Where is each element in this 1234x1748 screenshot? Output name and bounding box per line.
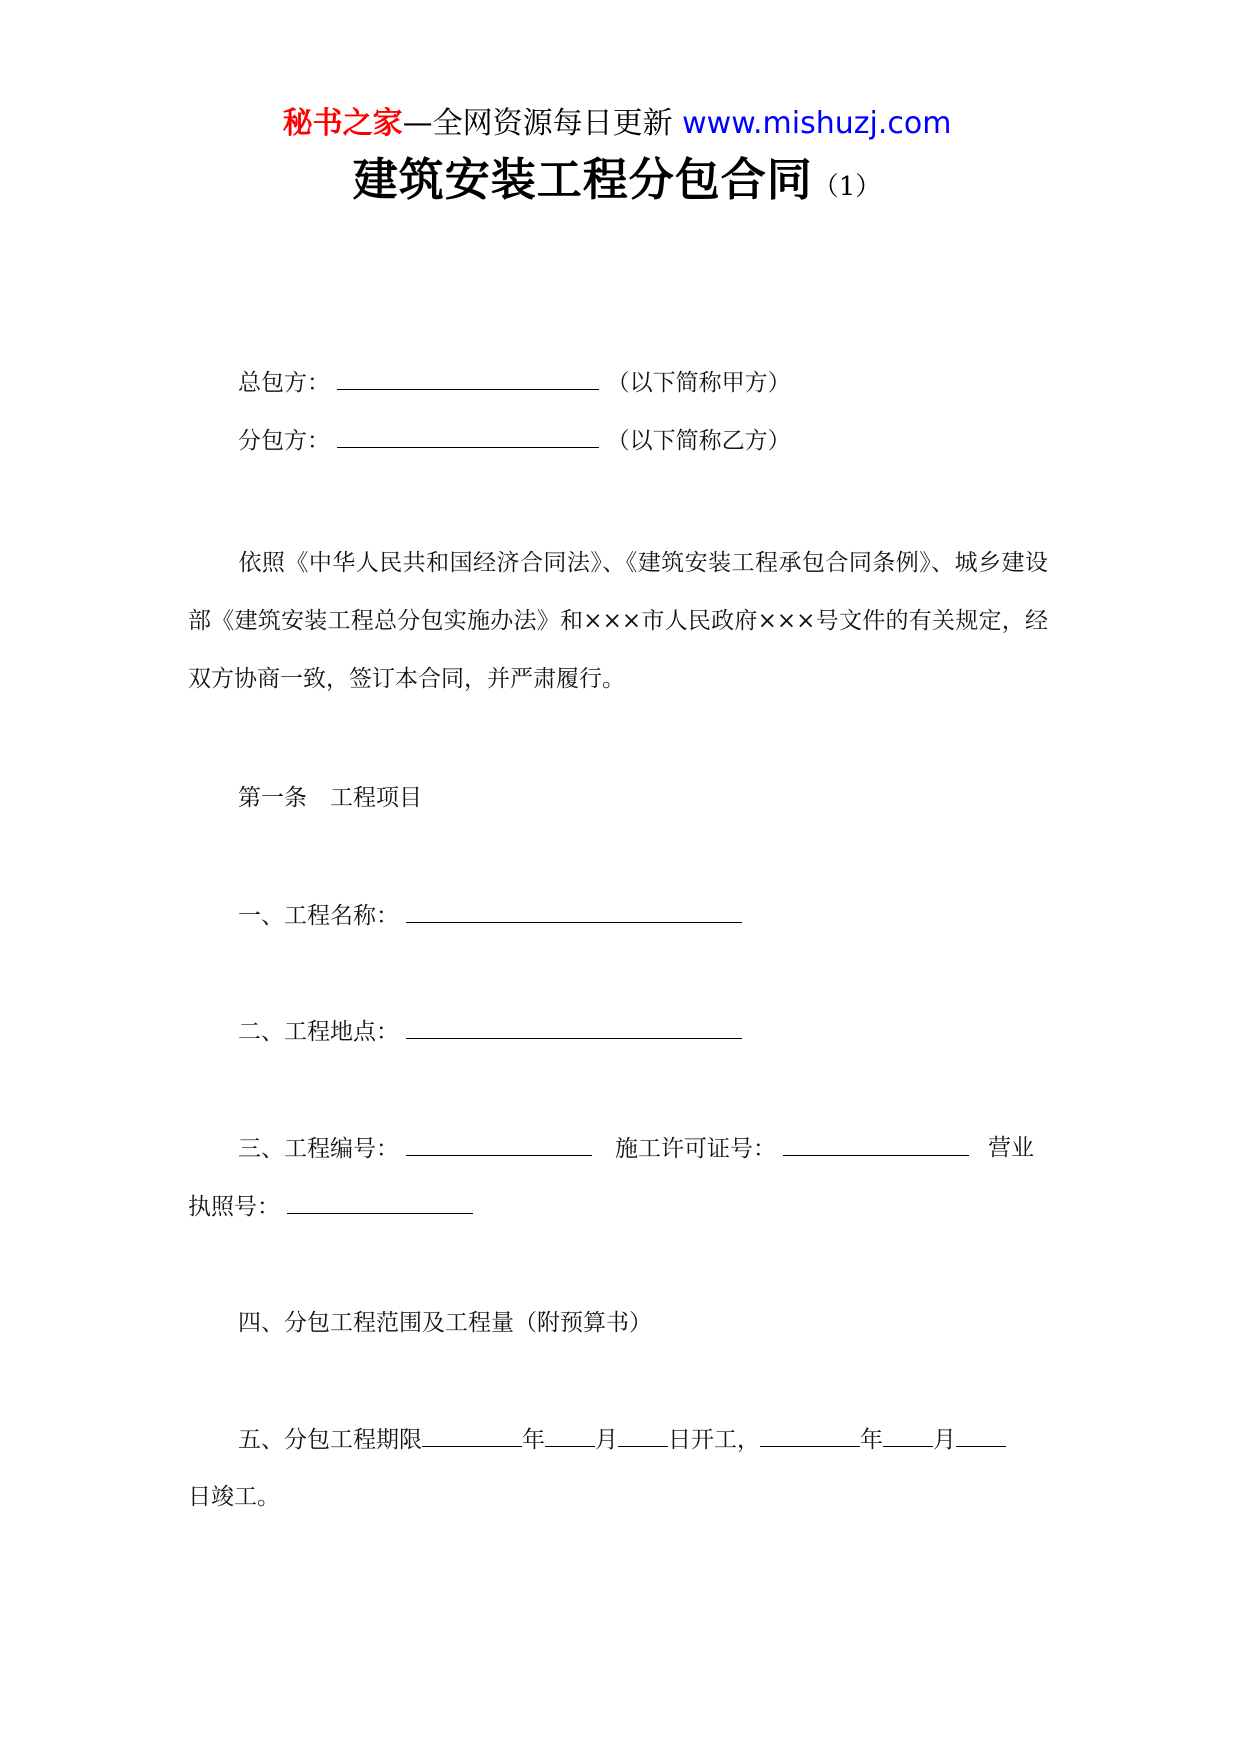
project-location-field[interactable] [406,1016,742,1039]
start-day-field[interactable] [618,1424,668,1447]
brand-name: 秘书之家 [282,106,403,141]
preamble-text: 依照《中华人民共和国经济合同法》、《建筑安装工程承包合同条例》、城乡建设部《建筑安装工程总分包实施办法》和×××市人民政府×××号文件的有关规定，经双方协商一致，签订本合同，并严肃履行。 [188,550,1048,692]
license-label-part2: 执照号： [188,1194,280,1220]
slogan: —全网资源每日更新 [402,106,673,141]
end-year-field[interactable] [760,1424,860,1447]
start-month-field[interactable] [545,1424,595,1447]
party-a-field[interactable] [337,367,599,390]
title-main: 建筑安装工程分包合同 [352,153,813,206]
permit-label: 施工许可证号： [614,1136,776,1162]
project-location-line [238,1016,742,1047]
start-day-unit: 日开工， [668,1427,760,1453]
license-label-part1: 营业 [988,1135,1034,1161]
end-year-unit: 年 [860,1427,883,1453]
project-location-label: 二、工程地点： [238,1019,399,1045]
party-b-line [238,425,791,456]
party-b-note: （以下简称乙方） [606,428,791,454]
project-no-field[interactable] [406,1133,592,1156]
permit-field[interactable] [783,1133,969,1156]
project-name-field[interactable] [406,900,742,923]
end-month-field[interactable] [883,1424,933,1447]
site-banner [0,104,1234,144]
party-a-label: 总包方： [238,370,330,396]
project-no-label: 三、工程编号： [238,1136,399,1162]
period-end-text: 日竣工。 [188,1484,280,1510]
title-suffix: （1） [812,172,882,202]
party-b-field[interactable] [337,425,599,448]
end-day-field[interactable] [956,1424,1006,1447]
end-month-unit: 月 [933,1427,956,1453]
preamble-paragraph [188,534,1048,708]
party-a-line [238,367,791,398]
project-numbers-line [238,1133,969,1164]
site-url-link[interactable]: www.mishuzj.com [682,106,952,141]
license-line [188,1191,473,1222]
period-label: 五、分包工程期限 [238,1427,422,1453]
party-a-note: （以下简称甲方） [606,370,791,396]
project-name-label: 一、工程名称： [238,903,399,929]
license-field[interactable] [287,1191,473,1214]
party-b-label: 分包方： [238,428,330,454]
start-month-unit: 月 [595,1427,618,1453]
scope-line: 四、分包工程范围及工程量（附预算书） [238,1310,652,1336]
start-year-field[interactable] [422,1424,522,1447]
project-name-line [238,900,742,931]
start-year-unit: 年 [522,1427,545,1453]
document-title [0,152,1234,219]
article-1-heading: 第一条 工程项目 [238,785,422,811]
period-line [238,1424,1006,1455]
